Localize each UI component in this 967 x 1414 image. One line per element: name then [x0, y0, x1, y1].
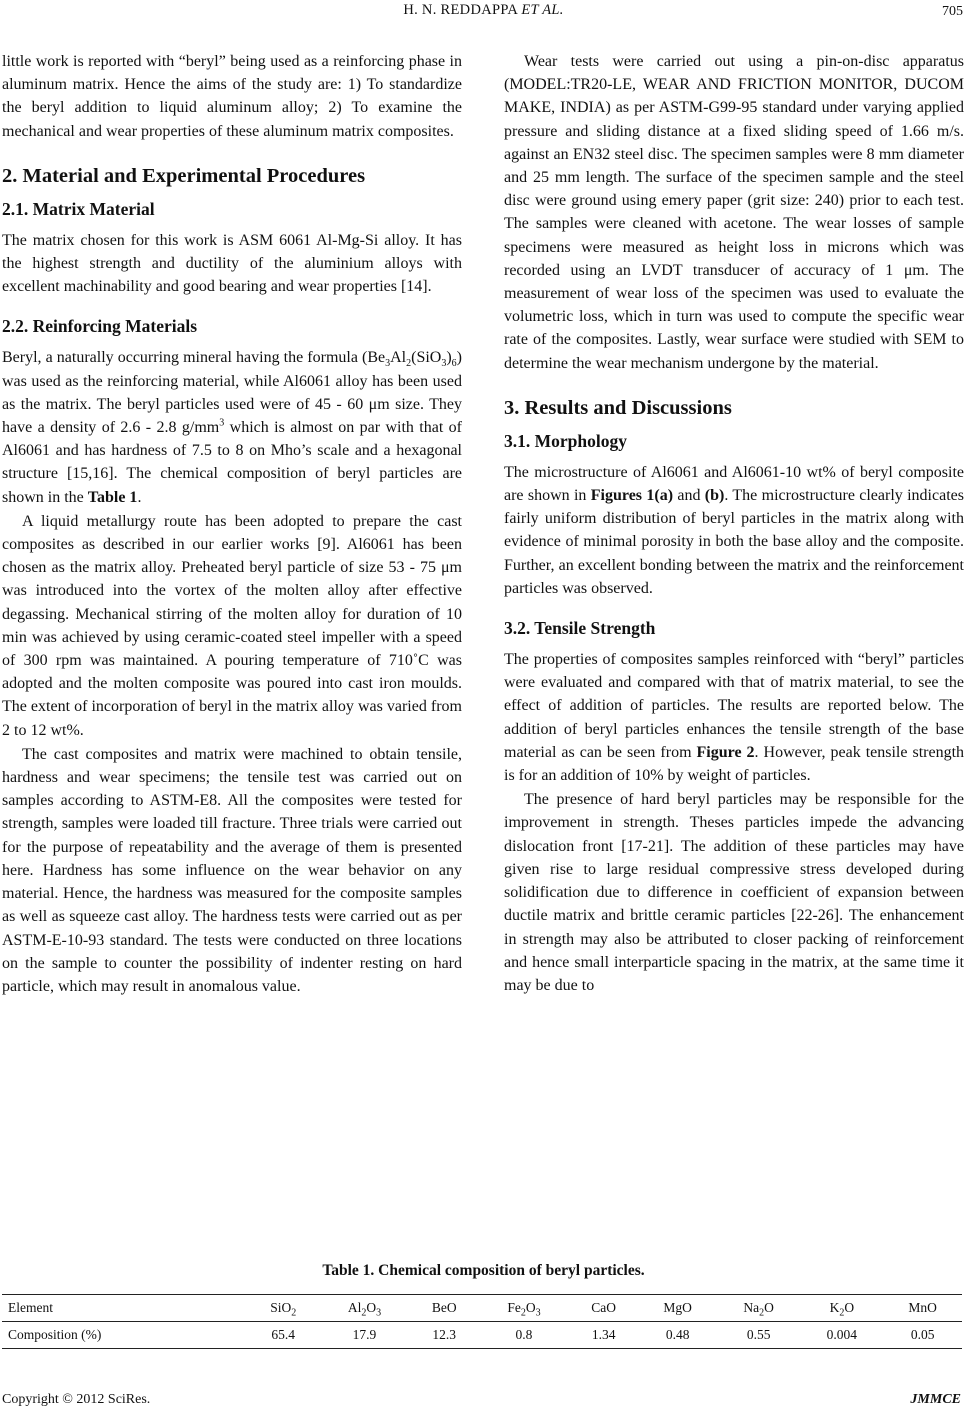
header-authors: H. N. REDDAPPA	[403, 2, 518, 18]
intro-paragraph: little work is reported with “beryl” being used as a reinforcing phase in aluminum matrix. Hence the aims of the study are: 1) To standardize the beryl addition to liquid aluminum alloy; 2) To examine the mechanical and wear properties of these aluminum matrix composites.	[2, 53, 462, 140]
tensile-paragraph: The properties of composites samples reinforced with “beryl” particles were evaluated and compared with that of matrix material, to see the effect of addition of particles. The results are reported below. The addition of beryl particles enhances the tensile strength of the base material as can be seen from Figure 2. However, peak tensile strength is for an addition of 10% by weight of particles.	[504, 651, 965, 785]
table-cell: 0.55	[717, 1322, 800, 1349]
subsection-3-1-heading: 3.1. Morphology	[504, 430, 627, 451]
copyright-notice: Copyright © 2012 SciRes.	[2, 1392, 151, 1407]
table-header-cell: $K_2O$	[800, 1295, 883, 1322]
subsection-2-2-heading: 2.2. Reinforcing Materials	[2, 316, 198, 337]
figure-1a-reference: Figures 1(a)	[590, 487, 674, 505]
left-column	[2, 50, 462, 998]
subsection-2-1-heading: 2.1. Matrix Material	[2, 198, 155, 219]
section-3-heading: 3. Results and Discussions	[504, 396, 732, 419]
matrix-material-paragraph: The matrix chosen for this work is ASM 6061 Al-Mg-Si alloy. It has the highest strength and ductility of the aluminium alloys with excellent machinability and good bearing and wear properties [14].	[2, 231, 462, 296]
table-header-cell: $Al_2O_3$	[319, 1295, 409, 1322]
reinforcing-paragraph: Beryl, a naturally occurring mineral having the formula $(Be_3Al_2(SiO_3)_6)$ was used as the reinforcing material, while Al6061 alloy has been used as the matrix. The beryl particles used were of 45 - 60 μm size. They have a density of 2.6 - 2.8 $g/mm^3$ which is almost on par with that of Al6061 and has hardness of 7.5 to 8 on Mho’s scale and a hexagonal structure [15,16]. The chemical composition of beryl particles are shown in the Table 1.	[2, 349, 462, 506]
testing-paragraph: The cast composites and matrix were machined to obtain tensile, hardness and wear specimens; the tensile test was carried out on samples according to ASTM-E8. All the composites were tested for strength, samples were loaded till fracture. Three trials were carried out for the purpose of repeatability and the average of them is presented here. Hardness has some influence on the wear behavior on any material. Hence, the hardness was measured for the composite samples as well as squeeze cast alloy. The hardness tests were carried out as per ASTM-E-10-93 standard. The tests were conducted on three locations on the sample to counter the possibility of indenter resting on hard particle, which may result in anomalous value.	[2, 745, 462, 995]
journal-name: JMMCE	[910, 1392, 961, 1407]
table-cell: 0.004	[800, 1322, 883, 1349]
table-header-cell: BeO	[409, 1295, 478, 1322]
table-header-cell: $Fe_2O_3$	[479, 1295, 569, 1322]
table-header-row	[2, 1295, 962, 1322]
table-header-cell: MgO	[638, 1295, 717, 1322]
table-header-cell: MnO	[883, 1295, 962, 1322]
subsection-3-2-heading: 3.2. Tensile Strength	[504, 618, 656, 639]
wear-test-paragraph: Wear tests were carried out using a pin-on-disc apparatus (MODEL:TR20-LE, WEAR AND FRICTION MONITOR, DUCOM MAKE, INDIA) as per ASTM-G99-95 standard under varying applied pressure and sliding distance at a fixed sliding speed of 1.66 m/s. against an EN32 steel disc. The specimen samples were 8 mm diameter and 25 mm length. The surface of the specimen sample and the steel disc were ground using emery paper (grit size: 240) prior to each test. The samples were cleaned with acetone. The wear losses of sample specimens were measured as height loss in microns which was recorded using an LVDT transducer of accuracy of 1 μm. The measurement of wear loss of the specimen was used to evaluate the volumetric loss, which in turn was used to compute the specific wear rate of the composites. Lastly, wear surface were studied with SEM to determine the wear mechanism undergone by the material.	[504, 53, 964, 372]
running-header	[0, 2, 967, 19]
table-row-label: Composition (%)	[2, 1322, 247, 1349]
table-row	[2, 1322, 962, 1349]
page-number: 705	[942, 4, 963, 19]
morphology-paragraph: The microstructure of Al6061 and Al6061-10 wt% of beryl composite are shown in Figures 1(a) and (b). The microstructure clearly indicates fairly uniform distribution of beryl particles in the matrix along with evidence of minimal porosity in both the base alloy and the composite. Further, an excellent bonding between the matrix and the reinforcement particles was observed.	[504, 463, 964, 597]
table-cell: 12.3	[409, 1322, 478, 1349]
figure-1b-reference: (b)	[704, 487, 725, 505]
table-header-cell: CaO	[569, 1295, 638, 1322]
table-cell: 17.9	[319, 1322, 409, 1349]
table-cell: 0.48	[638, 1322, 717, 1349]
table-1-reference: Table 1	[87, 488, 138, 506]
table-header-label: Element	[2, 1295, 247, 1322]
table-cell: 65.4	[247, 1322, 320, 1349]
composition-table	[2, 1294, 962, 1349]
header-etal: ET AL.	[521, 2, 564, 18]
table-cell: 1.34	[569, 1322, 638, 1349]
table-cell: 0.8	[479, 1322, 569, 1349]
strength-mechanism-paragraph: The presence of hard beryl particles may be responsible for the improvement in strength. Theses particles impede the advancing dislocation front [17-21]. The addition of these particles may have given rise to large residual compressive stress developed during solidification due to difference in coefficient of expansion between ductile matrix and brittle ceramic particles [22-26]. The enhancement in strength may also be attributed to closer packing of reinforcement and hence small interparticle spacing in the matrix, at the same time it may be due to	[504, 791, 964, 994]
table-cell: 0.05	[883, 1322, 962, 1349]
liquid-metallurgy-paragraph: A liquid metallurgy route has been adopted to prepare the cast composites as described in our earlier works [9]. Al6061 has been chosen as the matrix alloy. Preheated beryl particle of size 53 - 75 μm was introduced into the vortex of the molten alloy after effective degassing. Mechanical stirring of the molten alloy for duration of 10 min was achieved by using ceramic-coated steel impeller with a speed of 300 rpm was maintained. A pouring temperature of 710˚C was adopted and the molten composite was poured into cast iron moulds. The extent of incorporation of beryl in the matrix alloy was varied from 2 to 12 wt%.	[2, 512, 462, 739]
section-2-heading: 2. Material and Experimental Procedures	[2, 164, 366, 187]
table-header-cell: SiO$_2$	[247, 1295, 320, 1322]
table-1	[0, 1262, 967, 1349]
right-column	[504, 50, 964, 997]
table-caption: Table 1. Chemical composition of beryl particles.	[322, 1262, 645, 1279]
table-header-cell: $Na_2O$	[717, 1295, 800, 1322]
figure-2-reference: Figure 2	[696, 743, 755, 761]
